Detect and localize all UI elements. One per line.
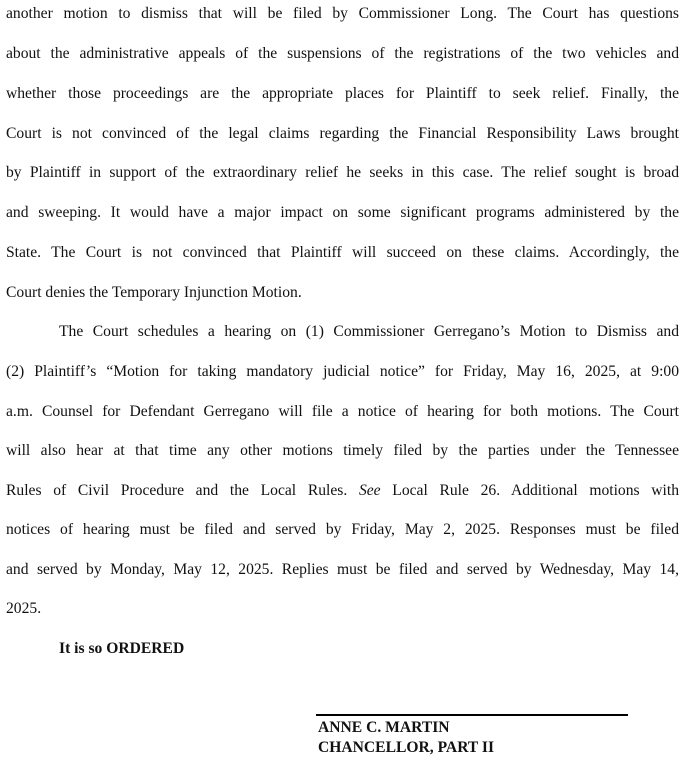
- text-line: a.m. Counsel for Defendant Gerregano will file a notice of hearing for both motions. The Court: [6, 403, 679, 420]
- text-line: The Court schedules a hearing on (1) Commissioner Gerregano’s Motion to Dismiss and: [59, 323, 679, 340]
- signature-title: CHANCELLOR, PART II: [318, 739, 495, 756]
- see-signal: See: [358, 482, 381, 499]
- text-line: and served by Monday, May 12, 2025. Replies must be filed and served by Wednesday, May 14,: [6, 561, 679, 578]
- text-line: 2025.: [6, 600, 42, 617]
- text-line: about the administrative appeals of the suspensions of the registrations of the two vehicles and: [6, 45, 679, 62]
- text-line: (2) Plaintiff’s “Motion for taking mandatory judicial notice” for Friday, May 16, 2025, at 9:00: [6, 363, 679, 380]
- text-line-rules: [6, 481, 679, 501]
- local-rule-text: Local Rule 26. Additional motions with: [392, 482, 680, 499]
- order-statement: It is so ORDERED: [59, 640, 185, 657]
- text-line: and sweeping. It would have a major impact on some significant programs administered by the: [6, 204, 679, 221]
- text-line: whether those proceedings are the appropriate places for Plaintiff to seek relief. Finally, the: [6, 85, 679, 102]
- text-line: another motion to dismiss that will be filed by Commissioner Long. The Court has questions: [6, 5, 679, 22]
- text-line: Court denies the Temporary Injunction Motion.: [6, 284, 302, 301]
- text-line: Court is not convinced of the legal claims regarding the Financial Responsibility Laws brought: [6, 125, 679, 142]
- rules-text: Rules of Civil Procedure and the Local Rules.: [6, 482, 348, 499]
- text-line: notices of hearing must be filed and served by Friday, May 2, 2025. Responses must be filed: [6, 521, 679, 538]
- signature-name: ANNE C. MARTIN: [318, 719, 450, 736]
- text-line: by Plaintiff in support of the extraordinary relief he seeks in this case. The relief sought is broad: [6, 164, 679, 181]
- text-line: will also hear at that time any other motions timely filed by the parties under the Tennessee: [6, 442, 679, 459]
- text-line: State. The Court is not convinced that Plaintiff will succeed on these claims. Accordingly, the: [6, 244, 679, 261]
- signature-line: [316, 714, 628, 716]
